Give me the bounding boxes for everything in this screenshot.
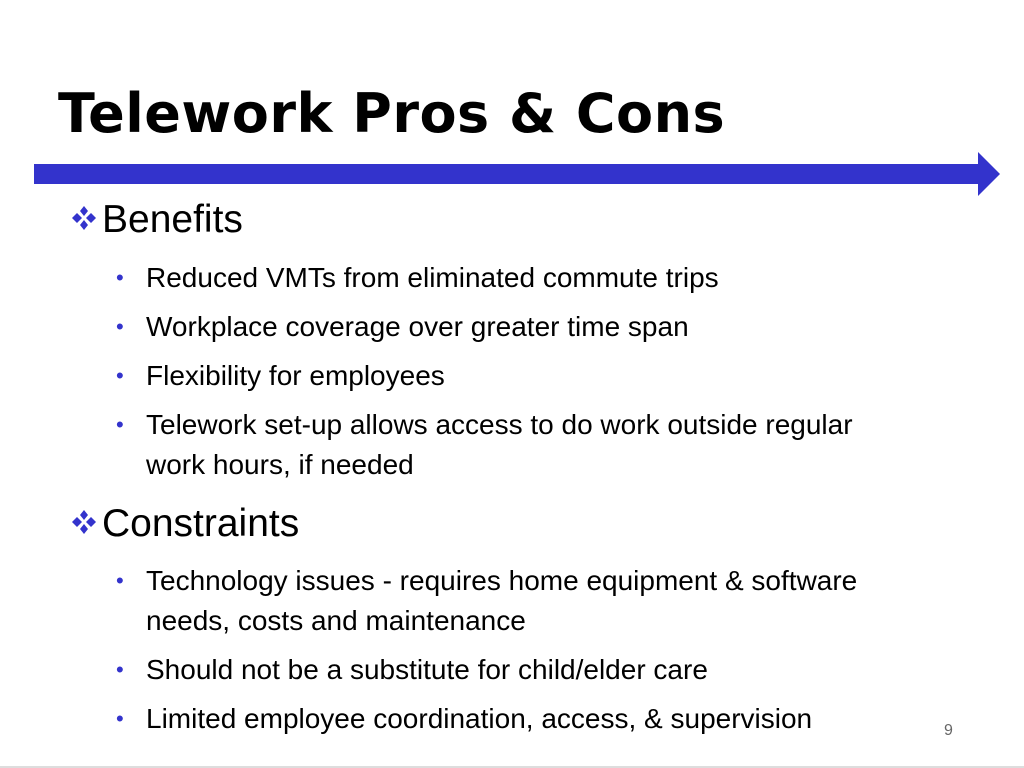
section-heading-label: Constraints (102, 502, 300, 545)
diamond-bullet-icon (70, 508, 98, 536)
list-item-text: Technology issues - requires home equipment & software needs, costs and maintenance (146, 565, 858, 636)
list-item (116, 699, 976, 739)
diamond-bullet-icon (70, 204, 98, 232)
list-item (116, 650, 916, 690)
list-item-text: Workplace coverage over greater time span (146, 311, 689, 342)
list-item-text: Limited employee coordination, access, & supervision (146, 703, 813, 734)
list-item-text: Telework set-up allows access to do work outside regular work hours, if needed (146, 409, 853, 480)
list-item (116, 307, 916, 347)
list-item (116, 561, 906, 641)
list-item (116, 405, 906, 485)
bullet-dot-icon: • (116, 412, 124, 437)
bullet-dot-icon: • (116, 363, 124, 388)
bullet-dot-icon: • (116, 706, 124, 731)
list-item-text: Should not be a substitute for child/elder care (146, 654, 708, 685)
list-item-text: Flexibility for employees (146, 360, 445, 391)
bullet-dot-icon: • (116, 265, 124, 290)
list-item (116, 258, 916, 298)
section-heading-benefits (70, 196, 243, 244)
page-number: 9 (944, 722, 953, 739)
bullet-dot-icon: • (116, 568, 124, 593)
bullet-dot-icon: • (116, 314, 124, 339)
list-item-text: Reduced VMTs from eliminated commute trips (146, 262, 719, 293)
section-heading-label: Benefits (102, 198, 243, 241)
bullet-dot-icon: • (116, 657, 124, 682)
section-heading-constraints (70, 500, 299, 548)
slide-title: Telework Pros & Cons (58, 82, 726, 145)
list-item (116, 356, 916, 396)
